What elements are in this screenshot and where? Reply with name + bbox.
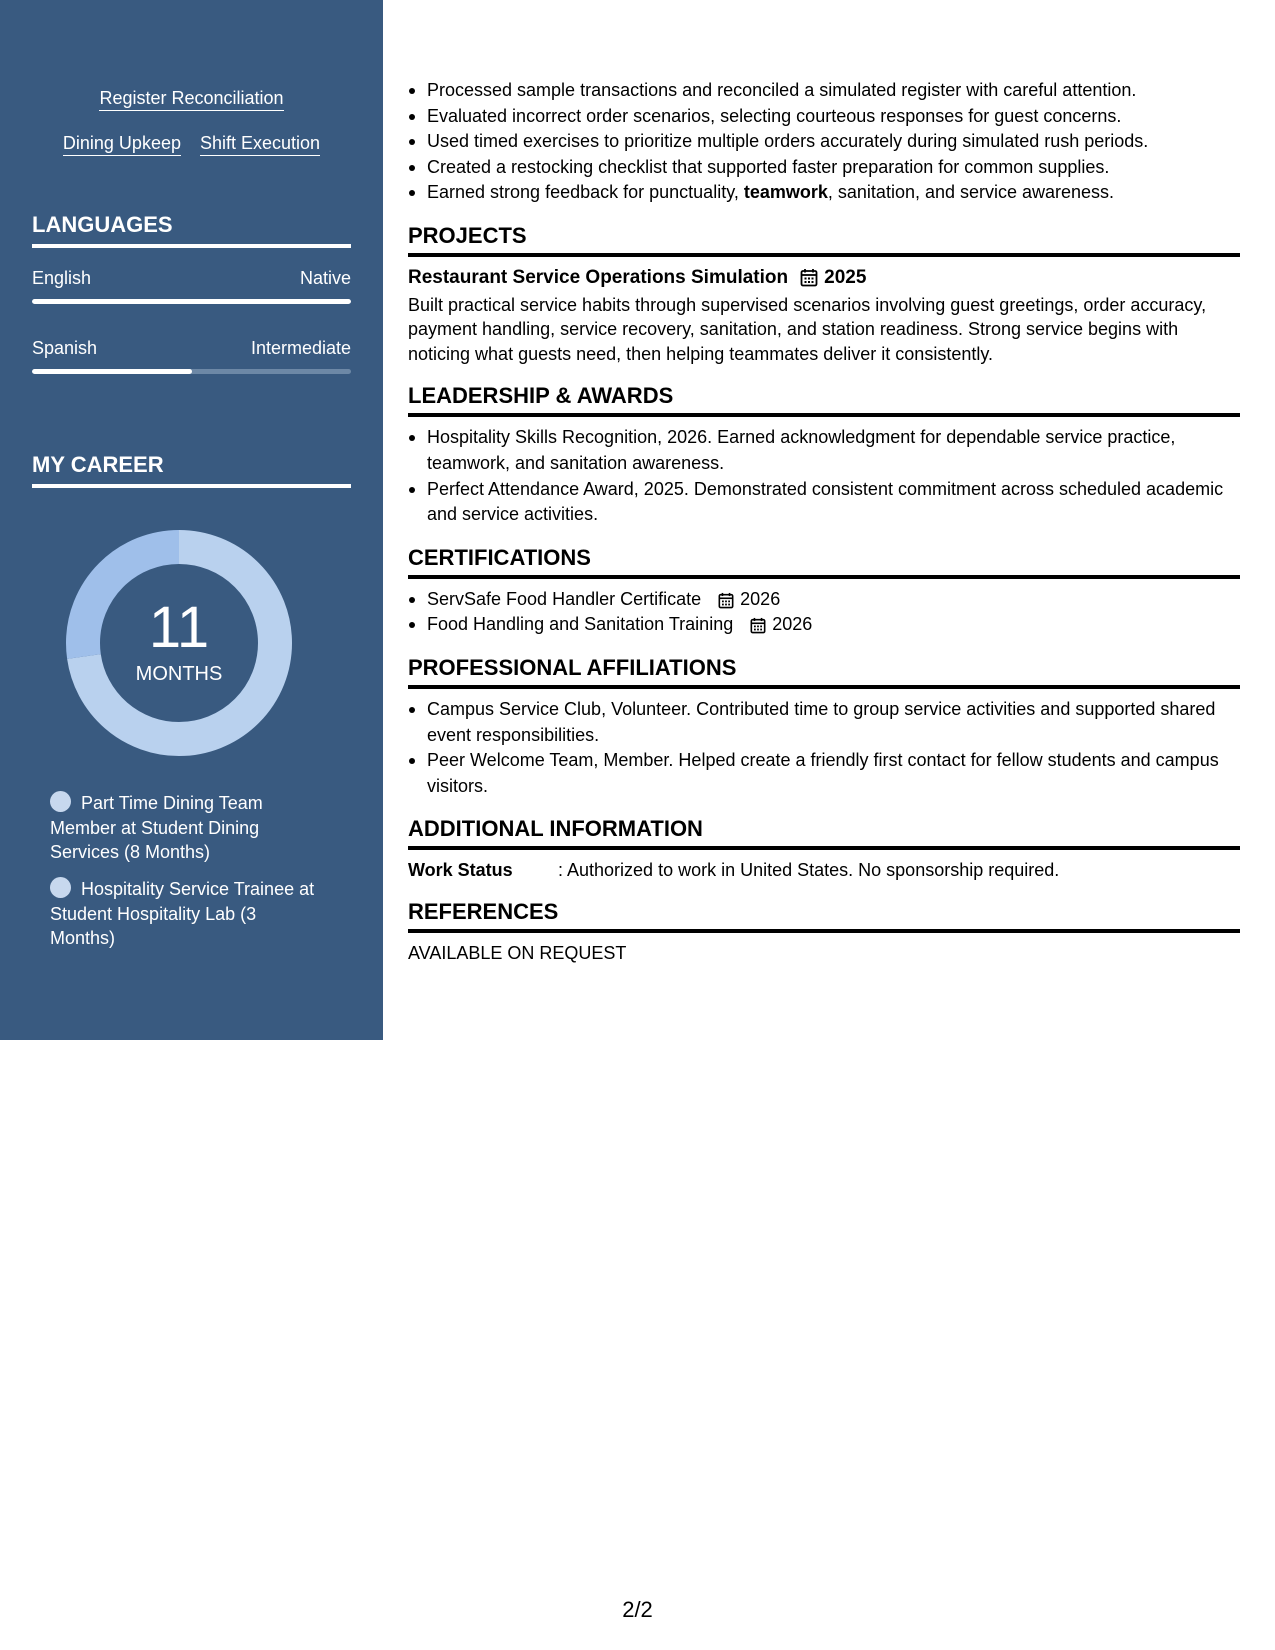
career-item bbox=[50, 877, 315, 951]
bullet-item bbox=[408, 180, 1240, 206]
bullet-item: Processed sample transactions and reconciled a simulated register with careful attention. bbox=[408, 78, 1240, 104]
certification-item bbox=[408, 587, 1240, 613]
legend-dot bbox=[50, 877, 71, 898]
calendar-icon bbox=[718, 592, 734, 609]
bullet-text: , sanitation, and service awareness. bbox=[827, 182, 1115, 203]
career-donut-chart bbox=[66, 530, 292, 756]
project-description: Built practical service habits through supervised scenarios involving guest greetings, order accuracy, payment handling, service recovery, sanitation, and station readiness. Strong service begins with noticing what guests need, then helping teammates deliver it consistently. bbox=[408, 294, 1207, 364]
certification-year: 2026 bbox=[740, 588, 781, 609]
affiliations-list bbox=[408, 697, 1240, 799]
project-title-row bbox=[408, 265, 1240, 291]
certification-year: 2026 bbox=[772, 614, 813, 635]
skill-tag: Shift Execution bbox=[200, 133, 320, 156]
project-year: 2025 bbox=[824, 266, 867, 288]
legend-dot bbox=[50, 791, 71, 812]
career-item-text: Part Time Dining Team Member at Student Dining Services (8 Months) bbox=[50, 793, 263, 862]
skill-tag: Dining Upkeep bbox=[63, 133, 181, 156]
affiliation-item: Campus Service Club, Volunteer. Contributed time to group service activities and supported shared event responsibilities. bbox=[408, 697, 1240, 748]
project-title: Restaurant Service Operations Simulation bbox=[408, 266, 789, 288]
work-status-value: : Authorized to work in United States. No sponsorship required. bbox=[558, 860, 1060, 881]
work-status-row bbox=[408, 858, 1240, 882]
certifications-list bbox=[408, 587, 1240, 638]
leadership-item: Perfect Attendance Award, 2025. Demonstrated consistent commitment across scheduled academic and service activities. bbox=[408, 477, 1240, 528]
career-item bbox=[50, 791, 315, 865]
career-total: 11 bbox=[148, 595, 210, 660]
leadership-item: Hospitality Skills Recognition, 2026. Earned acknowledgment for dependable service practice, teamwork, and sanitation awareness. bbox=[408, 425, 1240, 476]
references-text: AVAILABLE ON REQUEST bbox=[408, 943, 627, 964]
projects-heading: PROJECTS bbox=[408, 223, 1240, 257]
work-status-label: Work Status bbox=[408, 860, 513, 881]
language-entry bbox=[32, 268, 351, 289]
language-level: Native bbox=[299, 268, 351, 288]
calendar-icon bbox=[750, 617, 766, 634]
language-name: English bbox=[32, 268, 92, 288]
career-heading: MY CAREER bbox=[32, 452, 351, 488]
bullet-item: Created a restocking checklist that supported faster preparation for common supplies. bbox=[408, 155, 1240, 181]
certification-item bbox=[408, 612, 1240, 638]
skills-row bbox=[0, 133, 383, 156]
certifications-heading: CERTIFICATIONS bbox=[408, 545, 1240, 579]
language-bar-fill bbox=[32, 299, 351, 304]
certification-name: Food Handling and Sanitation Training bbox=[427, 614, 734, 635]
language-entry bbox=[32, 338, 351, 359]
page-number: 2/2 bbox=[622, 1597, 653, 1622]
language-level: Intermediate bbox=[250, 338, 351, 358]
affiliation-item: Peer Welcome Team, Member. Helped create a friendly first contact for fellow students and campus visitors. bbox=[408, 748, 1240, 799]
skills-row bbox=[0, 88, 383, 111]
languages-heading: LANGUAGES bbox=[32, 212, 351, 248]
language-name: Spanish bbox=[32, 338, 98, 358]
career-item-text: Hospitality Service Trainee at Student Hospitality Lab (3 Months) bbox=[50, 879, 315, 948]
skill-tag: Register Reconciliation bbox=[99, 88, 283, 111]
career-unit: MONTHS bbox=[135, 663, 223, 685]
main-content bbox=[408, 78, 1240, 966]
bullet-item: Evaluated incorrect order scenarios, selecting courteous responses for guest concerns. bbox=[408, 104, 1240, 130]
bullet-bold-text: teamwork bbox=[743, 182, 828, 203]
sidebar bbox=[0, 0, 383, 1040]
language-bar bbox=[32, 369, 351, 374]
calendar-icon bbox=[800, 268, 818, 287]
language-bar bbox=[32, 299, 351, 304]
leadership-heading: LEADERSHIP & AWARDS bbox=[408, 383, 1240, 417]
leadership-list bbox=[408, 425, 1240, 527]
experience-bullets bbox=[408, 78, 1240, 206]
affiliations-heading: PROFESSIONAL AFFILIATIONS bbox=[408, 655, 1240, 689]
bullet-item: Used timed exercises to prioritize multiple orders accurately during simulated rush periods. bbox=[408, 129, 1240, 155]
references-heading: REFERENCES bbox=[408, 899, 1240, 933]
bullet-text: Earned strong feedback for punctuality, bbox=[427, 182, 744, 203]
certification-name: ServSafe Food Handler Certificate bbox=[427, 588, 702, 609]
additional-info-heading: ADDITIONAL INFORMATION bbox=[408, 816, 1240, 850]
language-bar-fill bbox=[32, 369, 192, 374]
